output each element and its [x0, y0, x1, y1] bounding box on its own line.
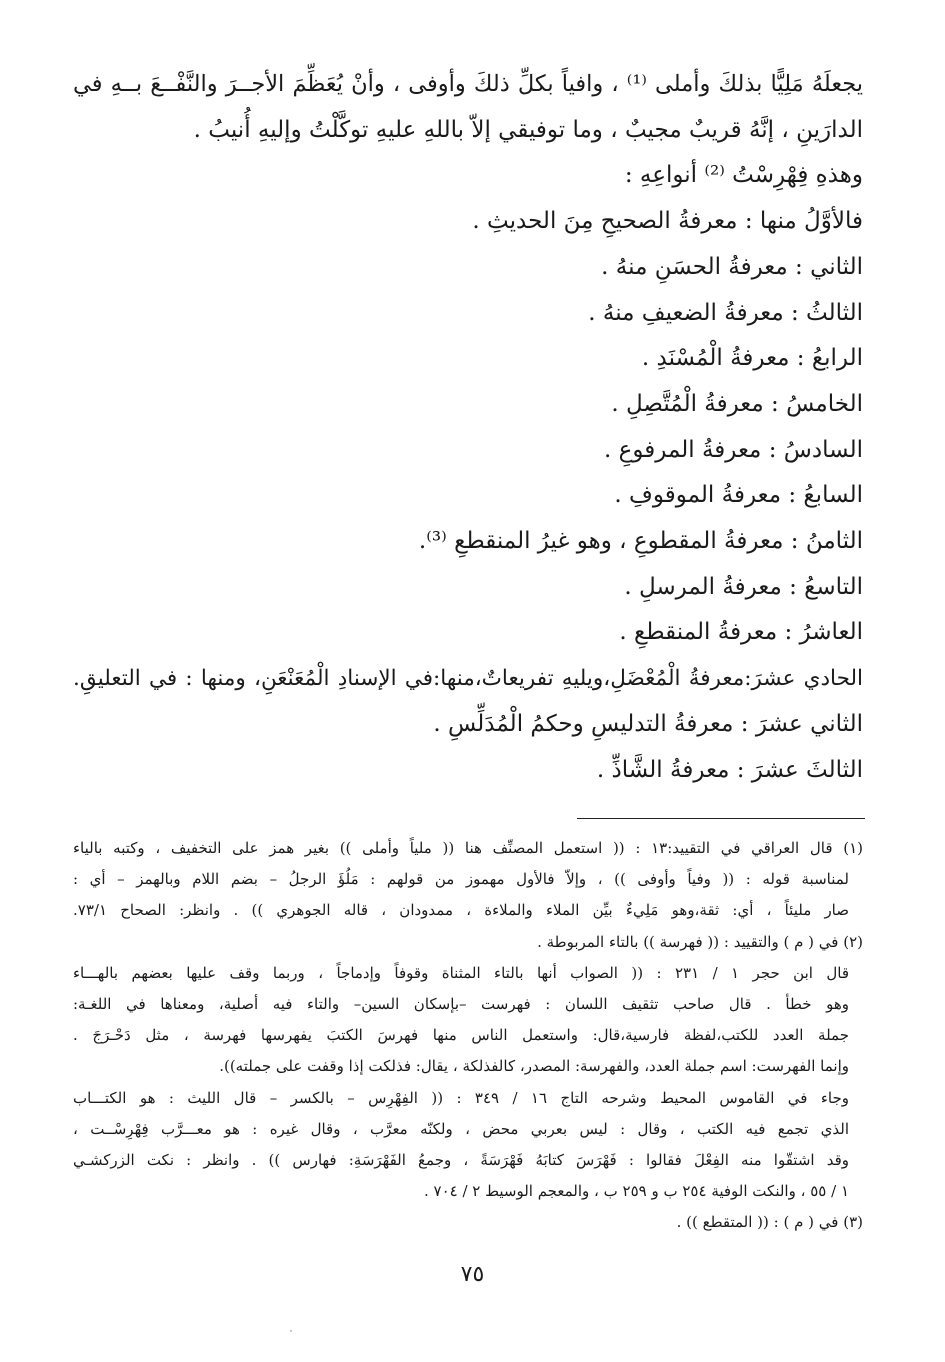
footnote-separator — [577, 818, 865, 819]
footnote-line: ١ / ٥٥ ، والنكت الوفية ٢٥٤ ب و ٢٥٩ ب ، والمعجم الوسيط ٢ / ٧٠٤ . — [423, 1182, 849, 1201]
footnote-line: (٣) في ( م ) : (( المتقطع )) . — [676, 1213, 863, 1232]
footnote-line: صار مليئاً ، أي: ثقة،وهو مَلِيءٌ بيِّن الملاء والملاءة ، ممدودان ، قاله الجوهري )) . وانظر: الصحاح ٧٣/١. — [73, 901, 849, 920]
body-line: الثامنُ : معرفةُ المقطوعِ ، وهو غيرُ المنقطعِ ⁽³⁾. — [418, 528, 863, 555]
body-line: فالأوَّلُ منها : معرفةُ الصحيحِ مِنَ الحديثِ . — [472, 208, 863, 235]
footnote-line: الذي تجمع فيه الكتب ، وقال : ليس بعربي محض ، ولكنّه معرَّب ، وقال غيره : هو معـــرَّب فِهْرِسْــت ، — [73, 1119, 849, 1138]
body-line: يجعلَهُ مَلِيًّا بذلكَ وأملى ⁽¹⁾ ، وافياً بكلِّ ذلكَ وأوفى ، وأنْ يُعَظِّمَ الأجــرَ والنَّفْــعَ بــهِ في — [73, 71, 863, 97]
footnotes — [73, 833, 863, 1239]
body-line: الدارَينِ ، إنَّهُ قريبٌ مجيبٌ ، وما توفيقي إلاّ باللهِ عليهِ توكَّلْتُ وإليهِ أُنيبُ . — [193, 116, 863, 143]
footnote-line: (٢) في ( م ) والتقييد : (( فهرسة )) بالتاء المربوطة . — [537, 932, 863, 951]
body-line: الحادي عشرَ:معرفةُ الْمُعْضَلِ،ويليهِ تفريعاتٌ،منها:في الإسنادِ الْمُعَنْعَنِ، ومنها : في التعليقِ. — [73, 666, 863, 692]
scan-speck — [290, 1330, 292, 1332]
body-line: الرابعُ : معرفةُ الْمُسْنَدِ . — [641, 345, 863, 372]
body-line: الثالثَ عشرَ : معرفةُ الشَّاذِّ . — [596, 756, 863, 783]
footnote-line: قال ابن حجر ١ / ٢٣١ : (( الصواب أنها بالتاء المثناة وقوفاً وإدماجاً ، وربما وقف عليها بعضهم بالهـــاء — [73, 963, 849, 982]
body-line: الثاني عشرَ : معرفةُ التدليسِ وحكمُ الْمُدَلِّسِ . — [433, 710, 863, 737]
body-line: الخامسُ : معرفةُ الْمُتَّصِلِ . — [611, 390, 863, 417]
footnote-line: وقد اشتقّوا منه الفِعْلَ فقالوا : فَهْرَسَ كتابَهُ فَهْرَسَةً ، وجمعُ الفَهْرَسَةِ: فهارس )) . وانظر : نكت الزركشـي — [73, 1151, 849, 1170]
footnote-line: وإنما الفهرست: اسم جملة العدد، والفهرسة: المصدر، كالفذلكة ، يقال: فذلكت إذا وقفت على جملته)). — [219, 1057, 849, 1076]
footnote-line: وهو خطأ . قال صاحب تثقيف اللسان : فهرست –بإسكان السين– والتاء فيه أصلية، ومعناها في اللغـة: — [73, 995, 849, 1014]
page-number: ٧٥ — [460, 1262, 485, 1287]
footnote-line: لمناسبة قوله : (( وفياً وأوفى )) ، وإلاّ فالأول مهموز من قولهم : مَلُؤَ الرجلُ – بضم اللام وبالهمز – أي : — [73, 870, 849, 889]
body-line: التاسعُ : معرفةُ المرسلِ . — [624, 573, 863, 600]
body-line: السابعُ : معرفةُ الموقوفِ . — [614, 482, 863, 509]
body-line: العاشرُ : معرفةُ المنقطعِ . — [619, 619, 863, 646]
body-line: الثالثُ : معرفةُ الضعيفِ منهُ . — [588, 299, 863, 326]
body-line: وهذهِ فِهْرِسْتُ ⁽²⁾ أنواعِهِ : — [624, 162, 863, 189]
footnote-line: وجاء في القاموس المحيط وشرحه التاج ١٦ / ٣٤٩ : (( الفِهْرِس – بالكسر – قال الليث : هو الكتـــاب — [73, 1088, 849, 1107]
main-text — [73, 62, 863, 793]
body-line: السادسُ : معرفةُ المرفوعِ . — [604, 436, 863, 463]
body-line: الثاني : معرفةُ الحسَنِ منهُ . — [601, 253, 863, 280]
footnote-line: (١) قال العراقي في التقييد:١٣ : (( استعمل المصنِّف هنا (( ملياً وأملى )) بغير همز على التخفيف ، وكتبه بالياء — [73, 839, 863, 857]
footnote-line: جملة العدد للكتب،لفظة فارسية،قال: واستعمل الناس منها فهرسَ الكتبَ يفهرسها فهرسة ، مثل دَحْـرَجَ . — [73, 1026, 849, 1045]
